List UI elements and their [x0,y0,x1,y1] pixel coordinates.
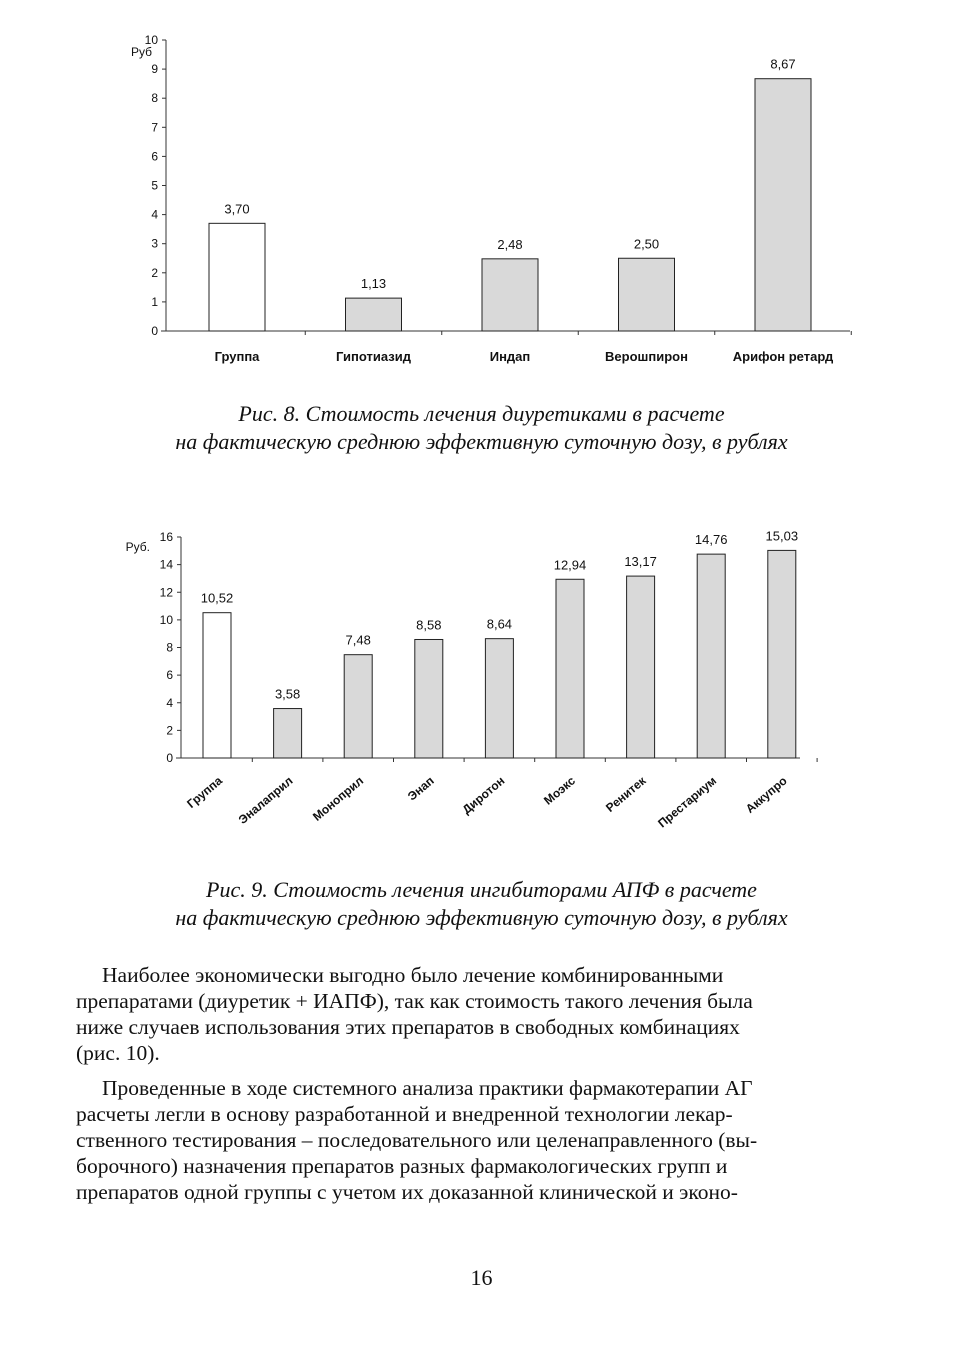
bar [485,639,513,758]
bar [768,550,796,758]
category-label: Моэкс [541,773,578,808]
text-line: препаратов одной группы с учетом их доказанной клинической и эконо- [76,1180,738,1204]
bar [209,223,265,331]
category-label: Энап [404,773,437,804]
data-label: 8,64 [486,616,513,632]
data-label: 8,58 [416,617,442,633]
caption-line: на фактическую среднюю эффективную суточную дозу, в рублях [175,905,788,930]
figure-8-caption [0,400,963,456]
data-label: 15,03 [765,528,799,544]
category-label: Диротон [459,773,508,817]
y-tick-label: 8 [151,91,158,106]
category-label: Группа [184,773,225,811]
data-label: 3,70 [224,201,250,217]
y-tick-label: 2 [166,723,173,738]
caption-line: Рис. 9. Стоимость лечения ингибиторами АПФ в расчете [206,877,757,902]
category-label: Гипотиазид [336,349,411,364]
category-label: Ренитек [603,773,649,815]
y-tick-label: 7 [151,120,158,135]
category-label: Аккупро [742,773,790,816]
bar [415,639,443,758]
y-tick-label: 14 [159,557,173,572]
y-tick-label: 12 [159,585,173,600]
y-tick-label: 0 [151,324,158,338]
text-line: расчеты легли в основу разработанной и внедренной технологии лекар- [76,1102,733,1126]
data-label: 10,52 [200,590,234,606]
data-label: 2,48 [497,236,523,252]
bar [619,258,675,331]
figure-9-chart [0,515,963,845]
text-line: (рис. 10). [76,1041,160,1065]
data-label: 7,48 [345,632,371,648]
bar [556,579,584,758]
y-tick-label: 4 [166,695,173,710]
text-line: борочного) назначения препаратов разных фармакологических групп и [76,1154,728,1178]
y-tick-label: 10 [144,33,158,47]
y-tick-label: 9 [151,62,158,77]
data-label: 2,50 [633,236,660,252]
y-tick-label: 0 [166,751,173,765]
y-tick-label: 4 [151,207,158,222]
category-label: Индап [489,349,531,364]
category-label: Престариум [655,773,720,831]
caption-line: Рис. 8. Стоимость лечения диуретиками в расчете [238,401,725,426]
page-number: 16 [470,1265,493,1290]
y-tick-label: 1 [151,294,158,309]
y-tick-label: 3 [151,236,158,251]
paragraph-1 [76,962,894,1066]
category-label: Моноприл [310,773,367,824]
category-label: Группа [214,349,260,364]
y-axis-title: Руб [130,45,152,59]
text-line: препаратами (диуретик + ИАПФ), так как стоимость такого лечения была [76,989,753,1013]
y-tick-label: 2 [151,265,158,280]
text-line: ниже случаев использования этих препаратов в свободных комбинациях [76,1015,740,1039]
bar [344,655,372,758]
figure-8-chart [0,0,963,380]
data-label: 12,94 [553,557,587,573]
y-tick-label: 6 [166,668,173,683]
category-label: Арифон ретард [732,349,834,364]
data-label: 3,58 [274,686,301,702]
text-line: Проведенные в ходе системного анализа практики фармакотерапии АГ [102,1076,753,1100]
bar [482,259,538,331]
figure-9-caption [0,876,963,932]
text-line: ственного тестирования – последовательного или целенаправленного (вы- [76,1128,758,1152]
bar [346,298,402,331]
data-label: 1,13 [360,276,387,292]
y-tick-label: 10 [159,612,173,627]
bar [755,79,811,331]
category-label: Верошпирон [605,349,688,364]
bar [697,554,725,758]
bar [627,576,655,758]
data-label: 8,67 [770,56,796,72]
category-label: Эналаприл [235,773,296,827]
y-tick-label: 5 [151,178,158,193]
bar [274,709,302,758]
y-tick-label: 8 [166,640,173,655]
paragraph-2 [76,1075,894,1205]
bar [203,613,231,758]
y-axis-title: Руб. [125,540,150,554]
y-tick-label: 6 [151,149,158,164]
caption-line: на фактическую среднюю эффективную суточную дозу, в рублях [175,429,788,454]
y-tick-label: 16 [159,530,173,544]
data-label: 14,76 [694,532,728,548]
text-line: Наиболее экономически выгодно было лечение комбинированными [102,963,724,987]
data-label: 13,17 [624,554,657,570]
